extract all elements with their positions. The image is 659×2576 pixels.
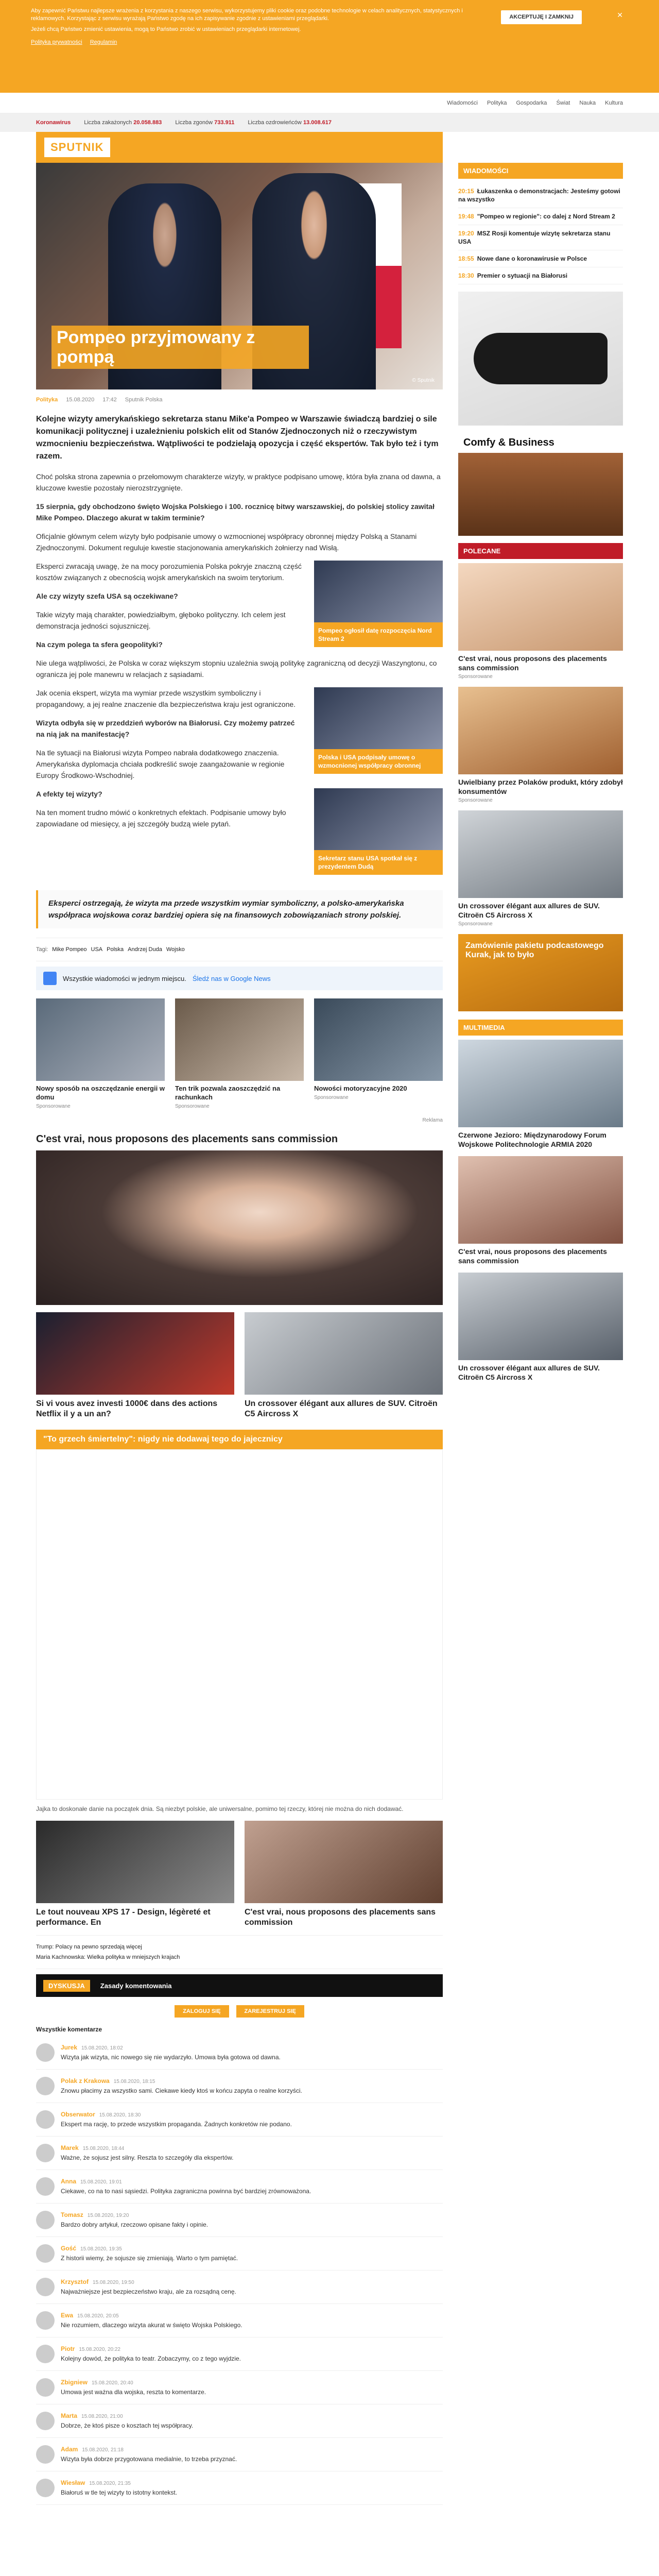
shoe-image bbox=[474, 333, 608, 384]
avatar[interactable] bbox=[36, 2412, 55, 2430]
comment-time: 15.08.2020, 18:15 bbox=[113, 2079, 155, 2084]
avatar[interactable] bbox=[36, 2278, 55, 2296]
comment-author[interactable]: Zbigniew bbox=[61, 2379, 88, 2386]
multimedia-item[interactable] bbox=[458, 1040, 623, 1149]
comment-author[interactable]: Marek bbox=[61, 2144, 79, 2151]
avatar[interactable] bbox=[36, 2211, 55, 2229]
sponsor-label: Reklama bbox=[422, 1117, 443, 1123]
article-tags bbox=[36, 938, 443, 961]
comment-author[interactable]: Piotr bbox=[61, 2345, 75, 2352]
comment-text: Wizyta była dobrze przygotowana medialnie, to trzeba przyznać. bbox=[61, 2455, 237, 2463]
answer: Na ten moment trudno mówić o konkretnych efektach. Podpisanie umowy było zapowiadane od miesięcy, a jej szczegóły budzą wiele pytań. bbox=[36, 808, 286, 828]
comment-auth bbox=[36, 2005, 443, 2018]
multimedia-image bbox=[458, 1156, 623, 1244]
sidebar-recommended[interactable] bbox=[458, 687, 623, 803]
comment-time: 15.08.2020, 20:40 bbox=[92, 2380, 133, 2386]
comment-text: Ekspert ma rację, to przede wszystkim propaganda. Żadnych konkretów nie podano. bbox=[61, 2121, 292, 2128]
sidebar-heading: WIADOMOŚCI bbox=[458, 163, 623, 179]
related-title: Sekretarz stanu USA spotkał się z prezydentem Dudą bbox=[314, 850, 443, 875]
tags-label: Tagi: bbox=[36, 946, 48, 953]
recommended-title: Uwielbiany przez Polaków produkt, który zdobył konsumentów bbox=[458, 778, 623, 795]
article-lead: Kolejne wizyty amerykańskiego sekretarza stanu Mike'a Pompeo w Warszawie świadczą bardziej o sile komunikacji politycznej i uzależnieniu polskich elit od Stanów Zjednoczonych niż o rzeczywistym wzmocnieniu bezpieczeństwa. Wątpliwości te podzielają opozycja i część ekspertów. Tak było też i tym razem. bbox=[36, 415, 439, 461]
comment-text: Dobrze, że ktoś pisze o kosztach tej współpracy. bbox=[61, 2422, 194, 2429]
comment-time: 15.08.2020, 19:20 bbox=[87, 2213, 129, 2218]
google-news-icon bbox=[43, 972, 57, 985]
comment-time: 15.08.2020, 20:22 bbox=[79, 2347, 120, 2352]
promo-thumbnail bbox=[245, 1312, 443, 1395]
ticker-text: Liczba ozdrowieńców bbox=[248, 120, 302, 126]
top-nav bbox=[0, 93, 659, 113]
question: Ale czy wizyty szefa USA są oczekiwane? bbox=[36, 592, 178, 600]
sponsored-source: Sponsorowane bbox=[175, 1104, 210, 1109]
comment-item bbox=[36, 2237, 443, 2270]
tag-link[interactable]: Mike Pompeo bbox=[52, 946, 87, 953]
google-news-follow[interactable] bbox=[36, 967, 443, 990]
avatar[interactable] bbox=[36, 2378, 55, 2397]
article-meta bbox=[36, 389, 443, 406]
sponsored-image bbox=[175, 998, 304, 1081]
avatar[interactable] bbox=[36, 2177, 55, 2196]
topnav-item[interactable]: Nauka bbox=[579, 99, 596, 106]
sponsored-title: Nowości motoryzacyjne 2020 bbox=[314, 1084, 407, 1092]
recommended-image bbox=[458, 563, 623, 651]
ticker-text: Liczba zgonów bbox=[175, 120, 213, 126]
related-links bbox=[36, 1935, 443, 1969]
cookie-links bbox=[31, 39, 628, 46]
avatar[interactable] bbox=[36, 2144, 55, 2162]
promo-title: Le tout nouveau XPS 17 - Design, légèreté et performance. En bbox=[36, 1908, 211, 1927]
topnav-item[interactable]: Gospodarka bbox=[516, 99, 547, 106]
sidebar-heading: POLECANE bbox=[458, 543, 623, 559]
promo-row bbox=[36, 1821, 443, 1928]
comments-header bbox=[36, 1974, 443, 1997]
sponsored-card[interactable] bbox=[175, 998, 304, 1109]
sidebar-news-item[interactable]: 18:30 Premier o sytuacji na Białorusi bbox=[458, 267, 623, 284]
comment-author[interactable]: Tomasz bbox=[61, 2211, 83, 2218]
pull-quote: Eksperci ostrzegają, że wizyta ma przede wszystkim wymiar symboliczny, a polsko-amerykańska współpraca wojskowa coraz bardziej opiera się na finansowych zobowiązaniach strony polskiej. bbox=[36, 890, 443, 928]
sponsored-title: Nowy sposób na oszczędzanie energii w domu bbox=[36, 1084, 165, 1101]
multimedia-title: Un crossover élégant aux allures de SUV. Citroën C5 Aircross X bbox=[458, 1364, 600, 1381]
tag-link[interactable]: Wojsko bbox=[166, 946, 185, 953]
comment-author[interactable]: Anna bbox=[61, 2178, 76, 2185]
comment-text: Kolejny dowód, że polityka to teatr. Zobaczymy, co z tego wyjdzie. bbox=[61, 2355, 241, 2362]
sidebar-news-item[interactable]: 20:15 Łukaszenka o demonstracjach: Jesteśmy gotowi na wszystko bbox=[458, 183, 623, 208]
cookie-link-privacy[interactable]: Polityka prywatności bbox=[31, 39, 82, 45]
sidebar-recommended[interactable] bbox=[458, 563, 623, 680]
related-thumbnail bbox=[314, 687, 443, 749]
tag-link[interactable]: Andrzej Duda bbox=[128, 946, 162, 953]
ticker-label: Koronawirus bbox=[36, 120, 71, 126]
comment-author[interactable]: Adam bbox=[61, 2446, 78, 2453]
recommended-title: C'est vrai, nous proposons des placements sans commission bbox=[458, 654, 607, 672]
comment-item bbox=[36, 2137, 443, 2170]
promo-title: C'est vrai, nous proposons des placements sans commission bbox=[245, 1908, 436, 1927]
video-heading[interactable]: "To grzech śmiertelny": nigdy nie dodawaj tego do jajecznicy bbox=[36, 1430, 443, 1449]
comment-item bbox=[36, 2404, 443, 2438]
promo-title: Un crossover élégant aux allures de SUV. Citroën C5 Aircross X bbox=[245, 1399, 438, 1418]
comment-item bbox=[36, 2204, 443, 2237]
comment-item bbox=[36, 2304, 443, 2337]
recommended-image bbox=[458, 810, 623, 898]
paragraph: Choć polska strona zapewnia o przełomowym charakterze wizyty, w praktyce podpisano umowę, która była znana od dawna, a kluczowe kwestie pozostały nierozstrzygnięte. bbox=[36, 472, 441, 492]
comment-author[interactable]: Krzysztof bbox=[61, 2278, 89, 2285]
promo-row bbox=[36, 1312, 443, 1419]
page-wrapper bbox=[36, 132, 623, 2505]
site-logo[interactable]: SPUTNIK bbox=[44, 138, 110, 157]
article-time: 17:42 bbox=[102, 397, 117, 403]
topnav-item[interactable]: Kultura bbox=[605, 99, 623, 106]
comment-text: Znowu płacimy za wszystko sami. Ciekawe kiedy ktoś w końcu zapyta o realne korzyści. bbox=[61, 2087, 302, 2094]
comment-text: Ważne, że sojusz jest silny. Reszta to szczegóły dla ekspertów. bbox=[61, 2154, 234, 2161]
comment-author[interactable]: Gość bbox=[61, 2245, 77, 2252]
close-icon[interactable]: ✕ bbox=[617, 11, 623, 19]
promo-image[interactable] bbox=[36, 1150, 443, 1305]
sponsored-card[interactable] bbox=[36, 998, 165, 1109]
comment-text: Umowa jest ważna dla wojska, reszta to komentarze. bbox=[61, 2388, 206, 2396]
comment-time: 15.08.2020, 21:18 bbox=[82, 2447, 124, 2453]
topnav-item[interactable]: Wiadomości bbox=[447, 99, 478, 106]
sidebar-news-item[interactable]: 19:48 "Pompeo w regionie": co dalej z Nord Stream 2 bbox=[458, 208, 623, 225]
question: Wizyta odbyła się w przeddzień wyborów na Białorusi. Czy możemy patrzeć na nią jak na manifestację? bbox=[36, 719, 295, 738]
related-title: Pompeo ogłosił datę rozpoczęcia Nord Stream 2 bbox=[314, 622, 443, 647]
cookie-text: Aby zapewnić Państwu najlepsze wrażenia z korzystania z naszego serwisu, wykorzystujemy pliki cookie oraz podobne technologie w celach analitycznych, statystycznych i reklamowych. Korzystając z serwisu wyrażają Państwo zgodę na ich zapisywanie zgodnie z ustawieniami przeglądarki. bbox=[31, 8, 463, 22]
comment-author[interactable]: Jurek bbox=[61, 2044, 78, 2051]
comment-time: 15.08.2020, 21:00 bbox=[81, 2414, 123, 2419]
recommended-title: Un crossover élégant aux allures de SUV. Citroën C5 Aircross X bbox=[458, 902, 600, 919]
comment-item bbox=[36, 2270, 443, 2304]
related-card[interactable] bbox=[314, 561, 443, 647]
hero-caption: © Sputnik bbox=[412, 378, 435, 383]
avatar[interactable] bbox=[36, 2244, 55, 2263]
sponsored-source: Sponsorowane bbox=[314, 1095, 349, 1100]
logo-strip bbox=[36, 132, 443, 163]
tag-link[interactable]: USA bbox=[91, 946, 103, 953]
recommended-source: Sponsorowane bbox=[458, 921, 493, 927]
article-author: Sputnik Polska bbox=[125, 397, 163, 403]
comment-item bbox=[36, 2438, 443, 2471]
covid-ticker bbox=[0, 113, 659, 132]
paragraph: Eksperci zwracają uwagę, że na mocy porozumienia Polska pokryje znaczną część kosztów związanych z obecnością wojsk amerykańskich na swoim terytorium. bbox=[36, 562, 302, 582]
multimedia-title: C'est vrai, nous proposons des placements sans commission bbox=[458, 1247, 607, 1265]
cookie-accept-button[interactable]: AKCEPTUJĘ I ZAMKNIJ bbox=[501, 10, 582, 24]
article-body bbox=[36, 471, 443, 928]
cookie-link-terms[interactable]: Regulamin bbox=[90, 39, 117, 45]
comment-text: Ciekawe, co na to nasi sąsiedzi. Polityka zagraniczna powinna być bardziej zrównoważona. bbox=[61, 2188, 311, 2195]
avatar[interactable] bbox=[36, 2110, 55, 2129]
sidebar-heading: MULTIMEDIA bbox=[458, 1020, 623, 1036]
recommended-image bbox=[458, 687, 623, 774]
comment-item bbox=[36, 2337, 443, 2371]
comment-time: 15.08.2020, 18:02 bbox=[81, 2045, 123, 2051]
article-date: 15.08.2020 bbox=[66, 397, 95, 403]
sidebar-ad-shoe[interactable] bbox=[458, 292, 623, 426]
related-thumbnail bbox=[314, 788, 443, 850]
video-caption: Jajka to doskonałe danie na początek dnia. Są niezbyt polskie, ale uniwersalne, pomimo tej rzeczy, której nie można do nich dodawać. bbox=[36, 1805, 404, 1812]
related-thumbnail bbox=[314, 561, 443, 622]
comment-time: 15.08.2020, 19:01 bbox=[80, 2179, 122, 2185]
promo-thumbnail bbox=[36, 1821, 234, 1903]
hero-image bbox=[36, 163, 443, 389]
avatar[interactable] bbox=[36, 2479, 55, 2497]
promo-item[interactable] bbox=[245, 1312, 443, 1419]
multimedia-image bbox=[458, 1273, 623, 1360]
ticker-value: 20.058.883 bbox=[133, 120, 162, 126]
avatar[interactable] bbox=[36, 2445, 55, 2464]
paragraph: Jak ocenia ekspert, wizyta ma wymiar przede wszystkim symboliczny i propagandowy, a jej realne znaczenie dla bezpieczeństwa kraju jest ograniczone. bbox=[36, 689, 296, 708]
sponsored-title: Ten trik pozwala zaoszczędzić na rachunkach bbox=[175, 1084, 281, 1101]
answer: Takie wizyty mają charakter, powiedziałbym, głęboko polityczny. Ich celem jest demonstracja jedności sojuszniczej. bbox=[36, 611, 286, 630]
promo-heading[interactable]: C'est vrai, nous proposons des placements sans commission bbox=[36, 1133, 338, 1145]
multimedia-image bbox=[458, 1040, 623, 1127]
comment-text: Z historii wiemy, że sojusze się zmieniają. Warto o tym pamiętać. bbox=[61, 2255, 238, 2262]
sidebar-news-list bbox=[458, 183, 623, 284]
comment-text: Białoruś w tle tej wizyty to istotny kontekst. bbox=[61, 2489, 178, 2496]
ticker-value: 733.911 bbox=[214, 120, 235, 126]
comment-item bbox=[36, 2070, 443, 2103]
comment-author[interactable]: Wiesław bbox=[61, 2479, 85, 2486]
cookie-text-2: Jeżeli chcą Państwo zmienić ustawienia, mogą to Państwo zrobić w ustawieniach przeglądarki internetowej. bbox=[31, 26, 301, 32]
comment-time: 15.08.2020, 18:30 bbox=[99, 2112, 141, 2118]
sponsored-card[interactable] bbox=[314, 998, 443, 1109]
multimedia-item[interactable] bbox=[458, 1156, 623, 1265]
sidebar-recommended[interactable] bbox=[458, 810, 623, 927]
ad-label: Comfy & Business bbox=[458, 433, 623, 453]
sponsored-image bbox=[36, 998, 165, 1081]
sponsored-image bbox=[314, 998, 443, 1081]
paragraph: Oficjalnie głównym celem wizyty było podpisanie umowy o wzmocnionej współpracy obronnej między Polską a Stanami Zjednoczonymi. Dokument reguluje kwestie stacjonowania amerykańskich żołnierzy nad Wisłą. bbox=[36, 532, 417, 552]
promo-thumbnail bbox=[36, 1312, 234, 1395]
ticker-text: Liczba zakażonych bbox=[84, 120, 132, 126]
comment-author[interactable]: Marta bbox=[61, 2412, 78, 2419]
question: Na czym polega ta sfera geopolityki? bbox=[36, 640, 163, 649]
answer: Nie ulega wątpliwości, że Polska w coraz większym stopniu uzależnia swoją politykę zagraniczną od decyzji Waszyngtonu, co ogranicza jej pole manewru w relacjach z sąsiadami. bbox=[36, 659, 437, 679]
main-column bbox=[36, 132, 443, 2505]
sidebar-news-item[interactable]: 18:55 Nowe dane o koronawirusie w Polsce bbox=[458, 250, 623, 267]
comments-sort[interactable]: Wszystkie komentarze bbox=[36, 2026, 102, 2033]
main-grid bbox=[36, 132, 623, 2505]
register-button[interactable]: ZAREJESTRUJ SIĘ bbox=[236, 2005, 304, 2018]
comment-author[interactable]: Polak z Krakowa bbox=[61, 2077, 110, 2084]
sidebar-news-item[interactable]: 19:20 MSZ Rosji komentuje wizytę sekretarza stanu USA bbox=[458, 225, 623, 250]
multimedia-item[interactable] bbox=[458, 1273, 623, 1382]
comment-text: Wizyta jak wizyta, nic nowego się nie wydarzyło. Umowa była gotowa od dawna. bbox=[61, 2054, 281, 2061]
related-link[interactable]: Maria Kachnowska: Wielka polityka w mniejszych krajach bbox=[36, 1954, 180, 1960]
related-card[interactable] bbox=[314, 687, 443, 774]
comment-item bbox=[36, 2103, 443, 2137]
avatar[interactable] bbox=[36, 2345, 55, 2363]
cookie-banner bbox=[0, 0, 659, 93]
video-player[interactable] bbox=[36, 1449, 443, 1800]
paragraph: 15 sierpnia, gdy obchodzono święto Wojska Polskiego i 100. rocznicę bitwy warszawskiej, do polskiej stolicy zawitał Mike Pompeo. Dlaczego akurat w takim terminie? bbox=[36, 502, 435, 522]
comment-item bbox=[36, 2371, 443, 2404]
comments-list bbox=[36, 2036, 443, 2505]
promo-item[interactable] bbox=[36, 1312, 234, 1419]
avatar[interactable] bbox=[36, 2043, 55, 2062]
avatar[interactable] bbox=[36, 2077, 55, 2095]
promo-item[interactable] bbox=[36, 1821, 234, 1928]
sidebar-ad-comfy[interactable] bbox=[458, 433, 623, 536]
sponsored-row bbox=[36, 998, 443, 1109]
article-category[interactable]: Polityka bbox=[36, 397, 58, 403]
comment-time: 15.08.2020, 19:35 bbox=[80, 2246, 122, 2252]
related-card[interactable] bbox=[314, 788, 443, 875]
sponsored-source: Sponsorowane bbox=[36, 1104, 71, 1109]
comment-author[interactable]: Obserwator bbox=[61, 2111, 95, 2118]
comments-rules-link[interactable]: Zasady komentowania bbox=[100, 1981, 172, 1990]
hero-title: Pompeo przyjmowany z pompą bbox=[51, 326, 309, 369]
comment-text: Najważniejsze jest bezpieczeństwo kraju, ale za rozsądną cenę. bbox=[61, 2288, 236, 2295]
recommended-source: Sponsorowane bbox=[458, 798, 493, 803]
promo-title: Si vi vous avez investi 1000€ dans des actions Netflix il y a un an? bbox=[36, 1399, 218, 1418]
multimedia-title: Czerwone Jezioro: Międzynarodowy Forum Wojskowe Politechnologie ARMIA 2020 bbox=[458, 1131, 606, 1148]
promo-thumbnail bbox=[245, 1821, 443, 1903]
answer: Na tle sytuacji na Białorusi wizyta Pompeo nabrała dodatkowego znaczenia. Amerykańska dyplomacja chciała podkreślić swoje zaangażowanie w regionie Europy Środkowo-Wschodniej. bbox=[36, 749, 285, 779]
avatar[interactable] bbox=[36, 2311, 55, 2330]
comment-time: 15.08.2020, 19:50 bbox=[93, 2280, 134, 2285]
sidebar bbox=[458, 132, 623, 2505]
ticker-value: 13.008.617 bbox=[303, 120, 332, 126]
follow-text: Wszystkie wiadomości w jednym miejscu. bbox=[63, 974, 186, 982]
follow-link[interactable]: Śledź nas w Google News bbox=[192, 974, 271, 982]
comment-text: Bardzo dobry artykuł, rzeczowo opisane fakty i opinie. bbox=[61, 2221, 209, 2228]
comment-item bbox=[36, 2471, 443, 2505]
sidebar-promo[interactable]: Zamówienie pakietu podcastowego Kurak, jak to było bbox=[458, 934, 623, 1011]
tag-link[interactable]: Polska bbox=[107, 946, 124, 953]
question: A efekty tej wizyty? bbox=[36, 790, 102, 798]
recommended-source: Sponsorowane bbox=[458, 674, 493, 680]
promo-item[interactable] bbox=[245, 1821, 443, 1928]
comment-text: Nie rozumiem, dlaczego wizyta akurat w święto Wojska Polskiego. bbox=[61, 2321, 242, 2329]
related-link[interactable]: Trump: Polacy na pewno sprzedają więcej bbox=[36, 1944, 142, 1950]
comment-time: 15.08.2020, 18:44 bbox=[82, 2146, 125, 2151]
topnav-item[interactable]: Świat bbox=[556, 99, 570, 106]
related-title: Polska i USA podpisały umowę o wzmocnionej współpracy obronnej bbox=[314, 749, 443, 774]
comment-time: 15.08.2020, 20:05 bbox=[77, 2313, 119, 2319]
topnav-item[interactable]: Polityka bbox=[487, 99, 507, 106]
comments-title: DYSKUSJA bbox=[43, 1980, 90, 1992]
comment-item bbox=[36, 2170, 443, 2204]
login-button[interactable]: ZALOGUJ SIĘ bbox=[175, 2005, 229, 2018]
comment-time: 15.08.2020, 21:35 bbox=[89, 2481, 131, 2486]
comment-item bbox=[36, 2036, 443, 2070]
comment-author[interactable]: Ewa bbox=[61, 2312, 74, 2319]
